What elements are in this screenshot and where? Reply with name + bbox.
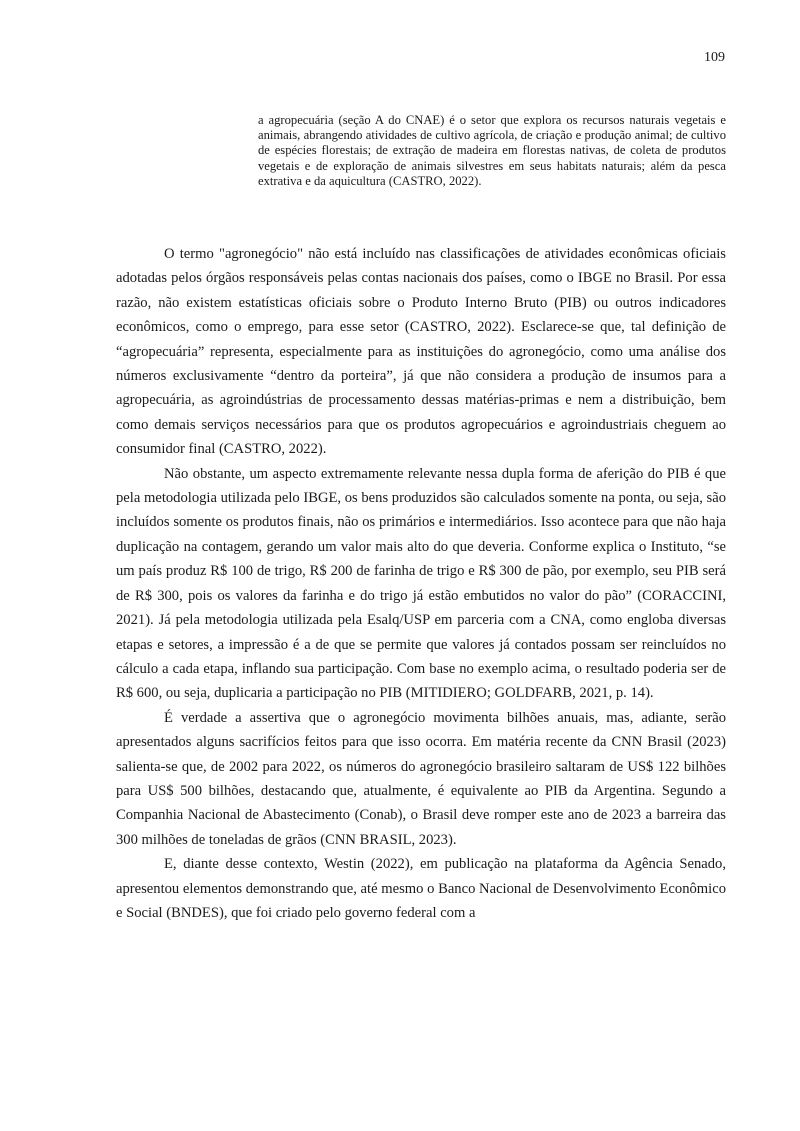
block-quote: a agropecuária (seção A do CNAE) é o setor que explora os recursos naturais vegetais e animais, abrangendo atividades de cultivo agrícola, de criação e produção animal; de cultivo de espécies florestais; de extração de madeira em florestas nativas, de coleta de produtos vegetais e de exploração de animais silvestres em seus habitats naturais; além da pesca extrativa e da aquicultura (CASTRO, 2022). [258, 113, 726, 188]
paragraph: O termo "agronegócio" não está incluído nas classificações de atividades econômicas oficiais adotadas pelos órgãos responsáveis pelas contas nacionais dos países, como o IBGE no Brasil. Por essa razão, não existem estatísticas oficiais sobre o Produto Interno Bruto (PIB) ou outros indicadores econômicos, como o emprego, para esse setor (CASTRO, 2022). Esclarece-se que, tal definição de “agropecuária” representa, especialmente para as instituições do agronegócio, como uma análise dos números exclusivamente “dentro da porteira”, já que não considera a produção de insumos para a agropecuária, as agroindústrias de processamento dessas matérias-primas e nem a distribuição, bem como demais serviços necessários para que os produtos agropecuários e agroindustriais cheguem ao consumidor final (CASTRO, 2022). [116, 246, 726, 458]
page-number: 109 [704, 50, 725, 65]
paragraph: É verdade a assertiva que o agronegócio movimenta bilhões anuais, mas, adiante, serão apresentados alguns sacrifícios feitos para que isso ocorra. Em matéria recente da CNN Brasil (2023) salienta-se que, de 2002 para 2022, os números do agronegócio brasileiro saltaram de US$ 122 bilhões para US$ 500 bilhões, destacando que, atualmente, é equivalente ao PIB da Argentina. Segundo a Companhia Nacional de Abastecimento (Conab), o Brasil deve romper este ano de 2023 a barreira das 300 milhões de toneladas de grãos (CNN BRASIL, 2023). [116, 709, 726, 848]
paragraph: Não obstante, um aspecto extremamente relevante nessa dupla forma de aferição do PIB é que pela metodologia utilizada pelo IBGE, os bens produzidos são calculados somente na ponta, ou seja, são incluídos somente os produtos finais, não os primários e intermediários. Isso acontece para que não haja duplicação na contagem, gerando um valor mais alto do que deveria. Conforme explica o Instituto, “se um país produz R$ 100 de trigo, R$ 200 de farinha de trigo e R$ 300 de pão, por exemplo, seu PIB será de R$ 300, pois os valores da farinha e do trigo já estão embutidos no valor do pão” (CORACCINI, 2021). Já pela metodologia utilizada pela Esalq/USP em parceria com a CNA, como engloba diversas etapas e setores, a impressão é a de que se permite que valores já contados possam ser reincluídos no cálculo a cada etapa, inflando sua participação. Com base no exemplo acima, o resultado poderia ser de R$ 600, ou seja, duplicaria a participação no PIB (MITIDIERO; GOLDFARB, 2021, p. 14). [116, 465, 726, 702]
body-text [116, 242, 726, 925]
paragraph: E, diante desse contexto, Westin (2022), em publicação na plataforma da Agência Senado, apresentou elementos demonstrando que, até mesmo o Banco Nacional de Desenvolvimento Econômico e Social (BNDES), que foi criado pelo governo federal com a [116, 856, 726, 921]
